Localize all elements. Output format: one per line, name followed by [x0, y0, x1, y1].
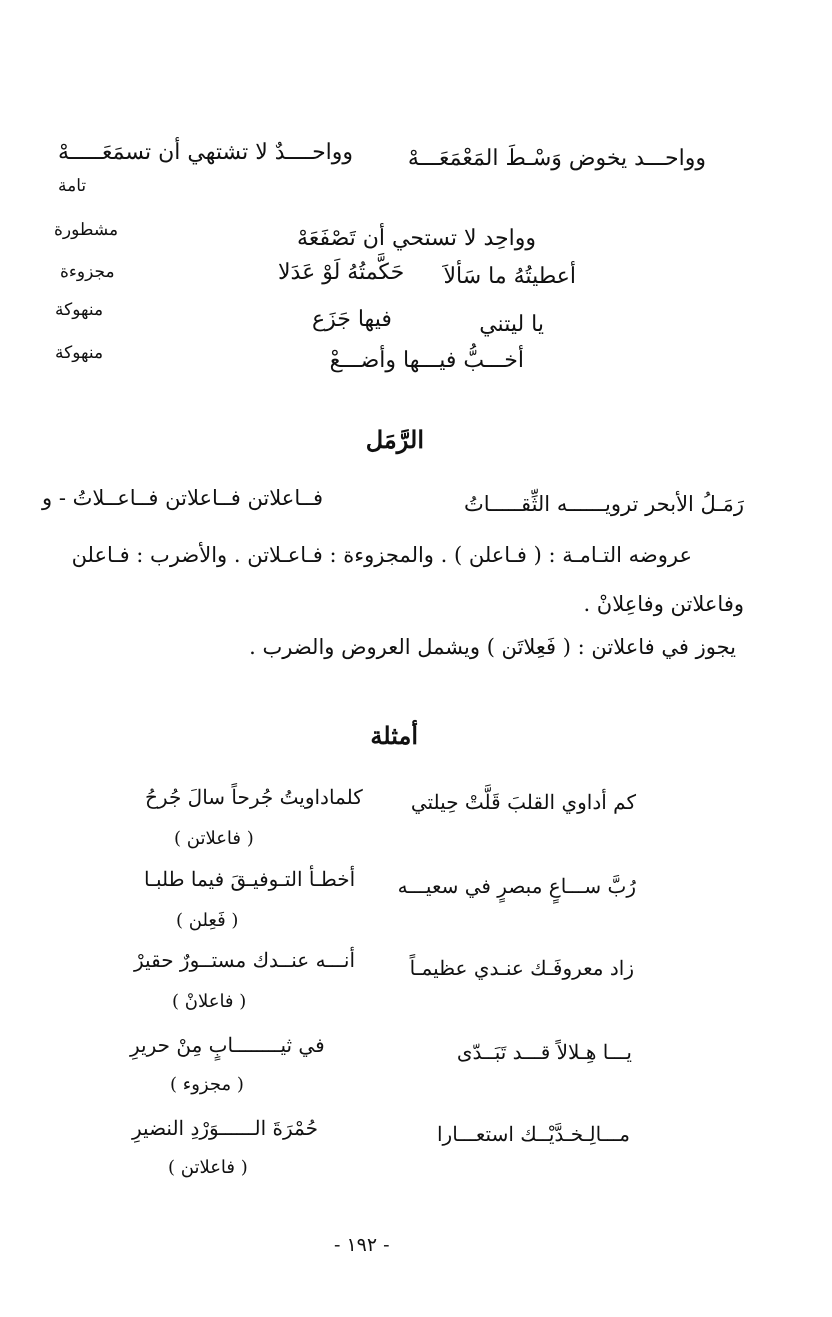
verse-1-right: وواحـــد يخوض وَسْـطَ المَعْمَعَـــهْ: [407, 146, 706, 171]
paragraph-line-3: يجوز في فاعلاتن : ( فَعِلاتَن ) ويشمل العروض والضرب .: [249, 635, 736, 659]
paragraph-line-1: عروضه التـامـة : ( فـاعلن ) . والمجزوءة : فـاعـلاتن . والأضرب : فـاعلن: [71, 543, 692, 567]
example-2-note: ( فَعِلن ): [176, 910, 239, 931]
verse-3-left: حَكَّمتُهُ لَوْ عَدَلا: [278, 260, 405, 285]
example-1-left: كلماداويتُ جُرحاً سالَ جُرحُ: [145, 785, 363, 809]
verse-3-right: أعطيتُهُ ما سَألاَ: [443, 264, 576, 289]
verse-1-left: وواحــــدٌ لا تشتهي أن تسمَعَـــــهْ: [58, 140, 354, 165]
example-2-right: رُبَّ ســـاعٍ مبصرٍ في سعيـــه: [397, 874, 636, 898]
verse-3-tag: مجزوءة: [60, 262, 115, 282]
example-5-note: ( فاعلاتن ): [168, 1157, 248, 1178]
verse-2-tag: مشطورة: [54, 220, 119, 240]
example-4-right: يـــا هِـلالاً قـــد تَبَــدّى: [456, 1040, 632, 1064]
example-4-note: ( مجزوء ): [170, 1074, 244, 1095]
verse-4-right: يا ليتني: [479, 312, 544, 337]
verse-4-left: فيها جَزَع: [312, 307, 392, 332]
example-3-left: أنـــه عنــدك مستــورٌ حقيرْ: [134, 948, 356, 972]
example-4-left: في ثيــــــــابٍ مِنْ حريرِ: [130, 1033, 325, 1057]
example-5-left: حُمْرَةَ الــــــوَرْدِ النضيرِ: [132, 1116, 318, 1140]
examples-title: أمثلة: [370, 721, 418, 750]
meter-line-left: فــاعلاتن فــاعلاتن فــاعــلاتُ - و: [42, 486, 324, 510]
example-1-note: ( فاعلاتن ): [174, 828, 254, 849]
paragraph-line-2: وفاعلاتن وفاعِلانْ .: [583, 592, 744, 616]
verse-5-tag: منهوكة: [55, 343, 104, 363]
example-5-right: مـــالِـخـدَّيْــك استعـــارا: [437, 1122, 630, 1146]
example-3-right: زاد معروفَـك عنـدي عظيمـاً: [409, 956, 634, 980]
example-1-right: كم أداوي القلبَ قَلَّتْ حِيلتي: [410, 790, 636, 814]
verse-5-right: أخـــبُّ فيـــها وأضـــعْ: [329, 348, 524, 373]
verse-2-right: وواحِد لا تستحي أن تَصْفَعَهْ: [297, 226, 536, 251]
section-title: الرَّمَل: [365, 425, 424, 454]
verse-4-tag: منهوكة: [55, 300, 104, 320]
verse-1-tag: تامة: [58, 176, 87, 196]
meter-line-right: رَمَـلُ الأبحر ترويــــــه الثِّقـــــاتُ: [464, 492, 744, 516]
example-2-left: أخطـأ التـوفيـقَ فيما طلبـا: [144, 867, 356, 891]
page-number: - ١٩٢ -: [334, 1234, 390, 1256]
example-3-note: ( فاعلانْ ): [172, 991, 247, 1012]
